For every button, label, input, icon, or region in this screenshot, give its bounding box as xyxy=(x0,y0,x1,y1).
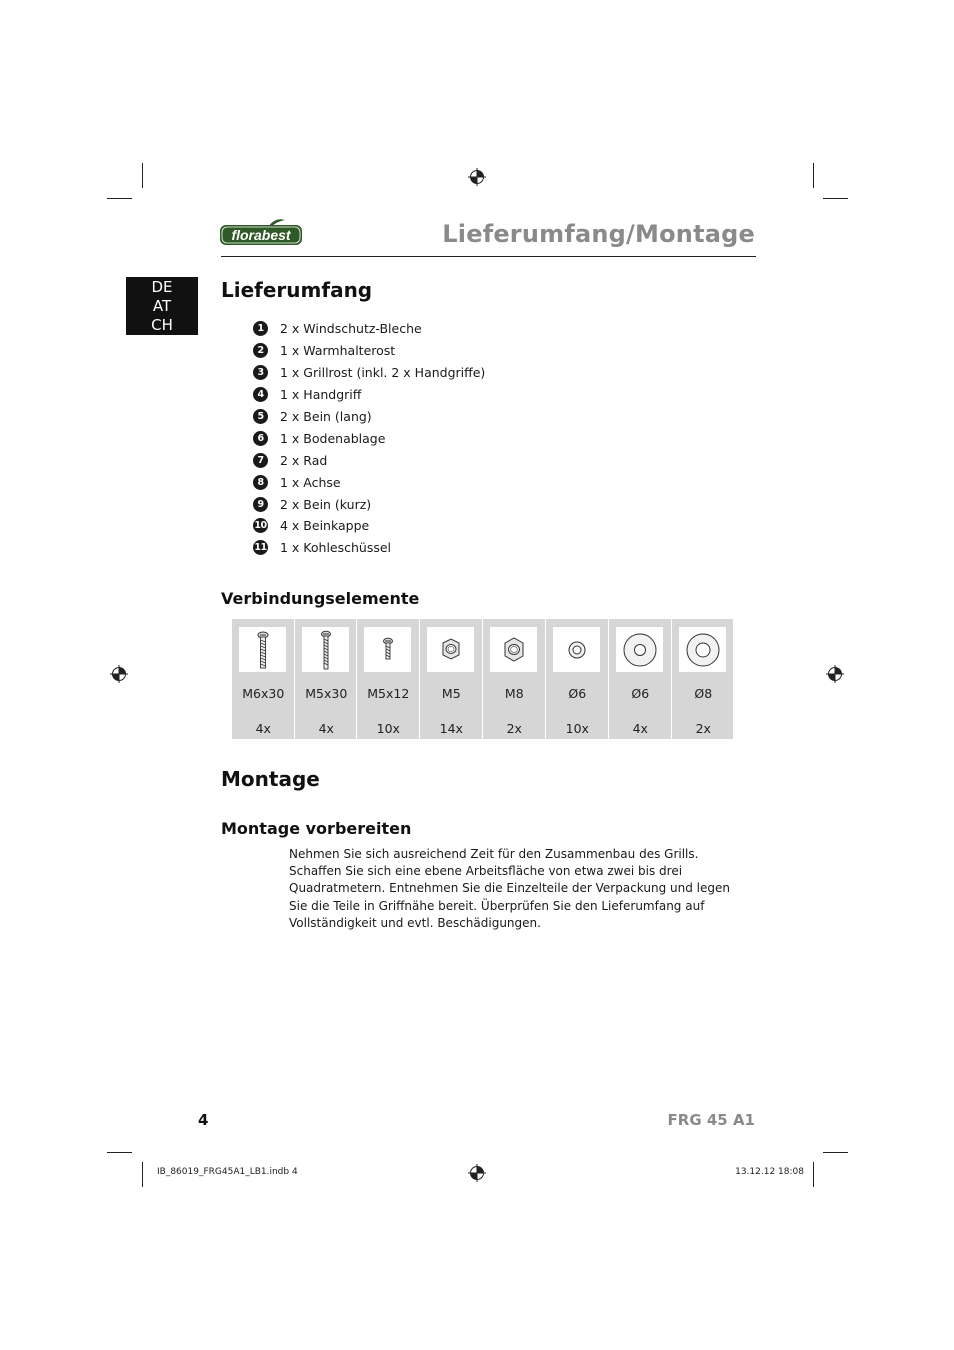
hex-nut-icon xyxy=(494,629,534,671)
fastener-size: M5 xyxy=(441,686,461,701)
item-number: 11 xyxy=(254,542,267,554)
fastener-size: M5x12 xyxy=(367,686,410,701)
fastener-quantity: 4x xyxy=(318,721,334,736)
large-washer-icon xyxy=(683,629,723,671)
crop-mark xyxy=(142,1162,143,1187)
assembly-heading: Montage xyxy=(221,767,320,791)
item-number: 6 xyxy=(253,431,268,446)
item-number: 5 xyxy=(253,409,268,424)
list-item xyxy=(253,493,653,515)
language-code: AT xyxy=(152,297,172,315)
item-text: 1 x Warmhalterost xyxy=(280,343,396,359)
fastener-size: M5x30 xyxy=(305,686,348,701)
registration-mark-icon xyxy=(110,665,128,683)
parts-list xyxy=(253,318,653,559)
fastener-size: M6x30 xyxy=(242,686,285,701)
item-number: 9 xyxy=(253,497,268,512)
fastener-quantity: 10x xyxy=(376,721,400,736)
list-item xyxy=(253,362,653,384)
item-text: 2 x Windschutz-Bleche xyxy=(280,321,422,337)
crop-mark xyxy=(813,1162,814,1187)
fastener-column xyxy=(232,619,295,739)
item-text: 4 x Beinkappe xyxy=(280,518,370,534)
fastener-column xyxy=(295,619,358,739)
list-item xyxy=(253,406,653,428)
large-washer-icon xyxy=(620,629,660,671)
fastener-column xyxy=(609,619,672,739)
list-item xyxy=(253,537,653,559)
scope-heading: Lieferumfang xyxy=(221,278,373,302)
fastener-column xyxy=(672,619,735,739)
fastener-quantity: 4x xyxy=(255,721,271,736)
item-number: 2 xyxy=(253,343,268,358)
fasteners-heading: Verbindungselemente xyxy=(221,589,420,608)
registration-mark-icon xyxy=(468,1164,486,1182)
item-number: 8 xyxy=(253,475,268,490)
fastener-quantity: 4x xyxy=(632,721,648,736)
item-text: 1 x Grillrost (inkl. 2 x Handgriffe) xyxy=(280,365,486,381)
language-code: DE xyxy=(151,278,173,296)
long-screw-icon xyxy=(243,629,283,671)
page-title: Lieferumfang/Montage xyxy=(442,220,755,248)
fastener-column xyxy=(357,619,420,739)
item-text: 1 x Handgriff xyxy=(280,387,362,403)
print-slug-date: 13.12.12 18:08 xyxy=(735,1167,804,1177)
fastener-quantity: 10x xyxy=(565,721,589,736)
item-number: 3 xyxy=(253,365,268,380)
fastener-column xyxy=(420,619,483,739)
small-washer-icon xyxy=(557,629,597,671)
list-item xyxy=(253,384,653,406)
fastener-quantity: 2x xyxy=(506,721,522,736)
item-text: 2 x Rad xyxy=(280,452,328,468)
item-text: 2 x Bein (kurz) xyxy=(280,496,372,512)
long-screw-icon xyxy=(306,629,346,671)
item-number: 10 xyxy=(254,520,267,532)
list-item xyxy=(253,427,653,449)
model-number: FRG 45 A1 xyxy=(667,1111,755,1129)
print-slug-filename: IB_86019_FRG45A1_LB1.indb 4 xyxy=(157,1167,298,1177)
fastener-quantity: 14x xyxy=(439,721,463,736)
item-number: 1 xyxy=(253,321,268,336)
list-item xyxy=(253,449,653,471)
fastener-size: Ø6 xyxy=(568,686,587,701)
list-item xyxy=(253,318,653,340)
item-text: 1 x Bodenablage xyxy=(280,430,386,446)
crop-mark xyxy=(107,1152,132,1153)
crop-mark xyxy=(823,1152,848,1153)
fastener-size: M8 xyxy=(504,686,524,701)
item-text: 1 x Kohleschüssel xyxy=(280,540,392,556)
crop-mark xyxy=(813,163,814,188)
item-number: 7 xyxy=(253,453,268,468)
logo-text: florabest xyxy=(231,227,291,243)
list-item xyxy=(253,471,653,493)
language-code: CH xyxy=(151,316,173,334)
hex-nut-icon xyxy=(431,629,471,671)
short-screw-icon xyxy=(368,629,408,671)
header-rule xyxy=(221,256,756,257)
fastener-column xyxy=(546,619,609,739)
fastener-size: Ø8 xyxy=(694,686,713,701)
fastener-size: Ø6 xyxy=(631,686,650,701)
prepare-heading: Montage vorbereiten xyxy=(221,819,412,838)
florabest-logo xyxy=(219,219,303,247)
fasteners-table xyxy=(232,619,733,739)
prepare-body-text: Nehmen Sie sich ausreichend Zeit für den Zusammenbau des Grills. Schaffen Sie sich eine ebene Arbeitsfläche von etwa zwei bis drei Quadratmetern. Entnehmen Sie die Einzelteile der Verpackung und legen Sie die Teile in Griffnähe bereit. Überprüfen Sie den Lieferumfang auf Vollständigkeit und evtl. Beschädigungen. xyxy=(289,847,730,930)
crop-mark xyxy=(823,198,848,199)
list-item xyxy=(253,340,653,362)
page-number: 4 xyxy=(198,1111,209,1129)
fastener-column xyxy=(483,619,546,739)
registration-mark-icon xyxy=(826,665,844,683)
language-tab xyxy=(126,277,198,335)
item-number: 4 xyxy=(253,387,268,402)
crop-mark xyxy=(142,163,143,188)
item-text: 1 x Achse xyxy=(280,474,341,490)
item-text: 2 x Bein (lang) xyxy=(280,409,372,424)
fastener-quantity: 2x xyxy=(695,721,711,736)
crop-mark xyxy=(107,198,132,199)
list-item xyxy=(253,515,653,537)
registration-mark-icon xyxy=(468,168,486,186)
